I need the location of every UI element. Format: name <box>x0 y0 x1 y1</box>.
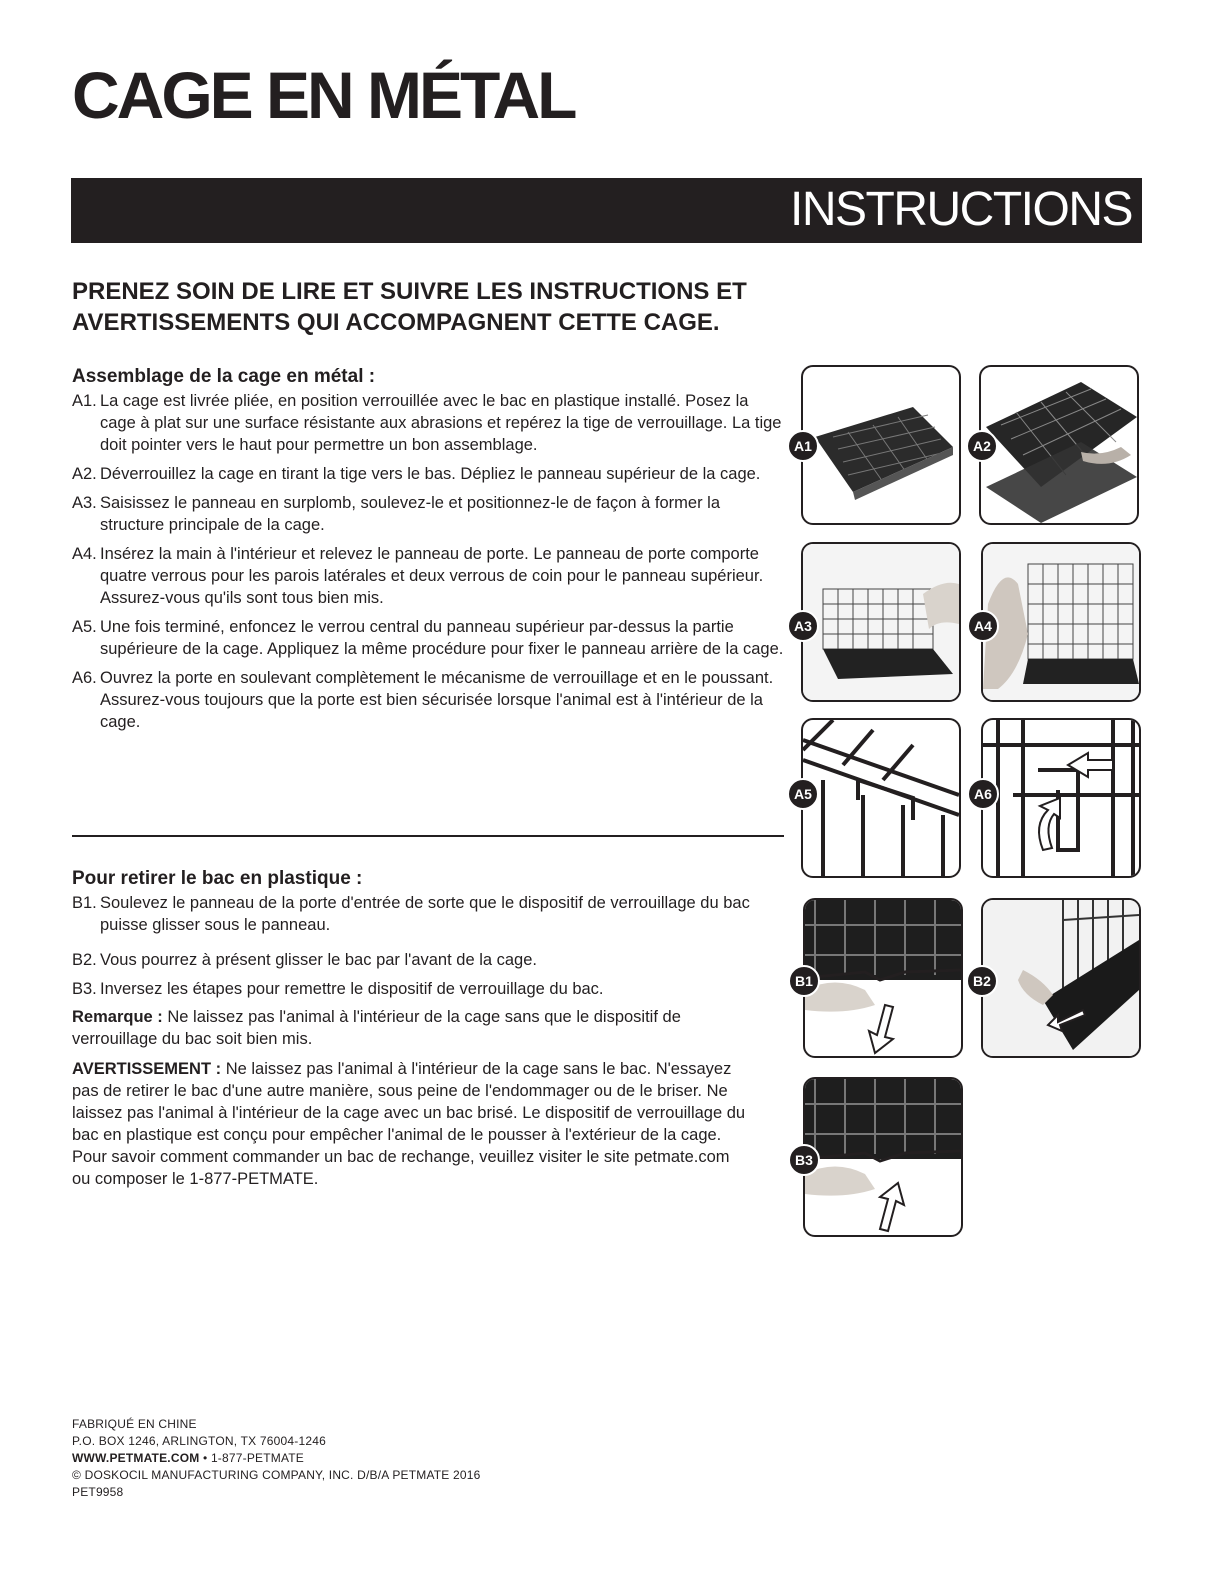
footer-origin: FABRIQUÉ EN CHINE <box>72 1417 197 1431</box>
figure-b1 <box>803 898 963 1058</box>
step-text: Inversez les étapes pour remettre le dispositif de verrouillage du bac. <box>100 980 604 998</box>
step-a6 <box>72 667 784 733</box>
door-latch-illustration <box>983 720 1139 876</box>
step-b2 <box>72 949 784 971</box>
figure-b3 <box>803 1077 963 1237</box>
step-a5 <box>72 616 784 660</box>
remark-paragraph <box>72 1006 762 1050</box>
figure-a4-badge: A4 <box>967 610 999 642</box>
step-text: Vous pourrez à présent glisser le bac par l'avant de la cage. <box>100 951 537 969</box>
step-a3 <box>72 492 784 536</box>
figure-a6-badge: A6 <box>967 778 999 810</box>
unfolding-cage-illustration <box>981 367 1137 523</box>
step-text: Saisissez le panneau en surplomb, soulevez-le et positionnez-le de façon à former la structure principale de la cage. <box>100 494 721 534</box>
step-a4 <box>72 543 784 609</box>
raising-panel-illustration <box>803 544 959 700</box>
tray-section-title: Pour retirer le bac en plastique : <box>72 868 363 889</box>
read-instructions-heading <box>72 276 792 338</box>
step-label: A6. <box>72 669 97 687</box>
step-b3 <box>72 978 784 1000</box>
warning-text: Ne laissez pas l'animal à l'intérieur de la cage sans le bac. N'essayez pas de retirer le bac d'une autre manière, sous peine de l'endommager ou de le briser. Ne laissez pas l'animal à l'intérieur de la cage avec un bac brisé. Le dispositif de verrouillage du bac en plastique est conçu pour empêcher l'animal de le pousser à l'extérieur de la cage. Pour savoir comment commander un bac de rechange, veuillez visiter le site petmate.com ou composer le 1-877-PETMATE. <box>72 1060 746 1188</box>
figure-a3 <box>801 542 961 702</box>
step-text: La cage est livrée pliée, en position verrouillée avec le bac en plastique installé. Posez la cage à plat sur une surface résistante aux abrasions et repérez la tige de verrouillage. La tige doit pointer vers le haut pour permettre un bon assemblage. <box>100 392 782 454</box>
heading-line-1: PRENEZ SOIN DE LIRE ET SUIVRE LES INSTRUCTIONS ET <box>72 278 747 305</box>
step-label: B3. <box>72 980 97 998</box>
step-a1 <box>72 390 784 456</box>
step-label: B2. <box>72 951 97 969</box>
step-text: Insérez la main à l'intérieur et relevez le panneau de porte. Le panneau de porte comporte quatre verrous pour les parois latérales et deux verrous de coin pour le panneau supérieur. Assurez-vous qu'ils sont tous bien mis. <box>100 545 764 607</box>
footer-contact <box>72 1450 481 1467</box>
figure-b2 <box>981 898 1141 1058</box>
figure-a3-badge: A3 <box>787 610 819 642</box>
footer-product-code: PET9958 <box>72 1485 124 1499</box>
section-divider <box>72 835 784 837</box>
footer-separator: • <box>202 1451 208 1465</box>
door-panel-illustration <box>983 544 1139 700</box>
figure-a6 <box>981 718 1141 878</box>
figure-b1-badge: B1 <box>788 965 820 997</box>
figure-a5 <box>801 718 961 878</box>
reinsert-tray-illustration <box>805 1079 961 1235</box>
warning-label: AVERTISSEMENT : <box>72 1060 222 1078</box>
figure-a5-badge: A5 <box>787 778 819 810</box>
remark-text: Ne laissez pas l'animal à l'intérieur de la cage sans que le dispositif de verrouillage du bac soit bien mis. <box>72 1008 681 1048</box>
step-b1 <box>72 892 784 936</box>
page-title: CAGE EN MÉTAL <box>72 58 575 132</box>
footer-website-link[interactable]: WWW.PETMATE.COM <box>72 1451 200 1465</box>
step-label: A2. <box>72 465 97 483</box>
step-text: Déverrouillez la cage en tirant la tige vers le bas. Dépliez le panneau supérieur de la cage. <box>100 465 761 483</box>
step-a2 <box>72 463 784 485</box>
figure-a1 <box>801 365 961 525</box>
instructions-banner <box>71 178 1142 243</box>
remark-label: Remarque : <box>72 1008 163 1026</box>
warning-paragraph <box>72 1058 752 1190</box>
step-text: Soulevez le panneau de la porte d'entrée de sorte que le dispositif de verrouillage du bac puisse glisser sous le panneau. <box>100 894 750 934</box>
center-latch-illustration <box>803 720 959 876</box>
figure-b2-badge: B2 <box>966 965 998 997</box>
step-text: Ouvrez la porte en soulevant complètement le mécanisme de verrouillage et en le poussant. <box>100 669 774 687</box>
safety-note: Assurez-vous toujours que la porte est bien sécurisée lorsque l'animal est à l'intérieur de la cage. <box>100 691 763 731</box>
footer-address: P.O. BOX 1246, ARLINGTON, TX 76004-1246 <box>72 1434 326 1448</box>
step-label: A3. <box>72 494 97 512</box>
assembly-section-title: Assemblage de la cage en métal : <box>72 366 376 387</box>
figure-b3-badge: B3 <box>788 1144 820 1176</box>
assembly-steps <box>72 390 784 740</box>
step-text: Une fois terminé, enfoncez le verrou central du panneau supérieur par-dessus la partie supérieure de la cage. Appliquez la même procédure pour fixer le panneau arrière de la cage. <box>100 618 784 658</box>
figure-a1-badge: A1 <box>787 430 819 462</box>
footer-copyright: © DOSKOCIL MANUFACTURING COMPANY, INC. D/B/A PETMATE 2016 <box>72 1468 481 1482</box>
step-label: A5. <box>72 618 97 636</box>
step-label: B1. <box>72 894 97 912</box>
figure-a2-badge: A2 <box>966 430 998 462</box>
slide-tray-illustration <box>983 900 1139 1056</box>
figure-a2 <box>979 365 1139 525</box>
step-label: A4. <box>72 545 97 563</box>
folded-cage-illustration <box>803 367 959 523</box>
banner-label: INSTRUCTIONS <box>790 183 1132 236</box>
step-label: A1. <box>72 392 97 410</box>
tray-steps <box>72 892 784 1007</box>
footer-phone: 1-877-PETMATE <box>210 1451 305 1465</box>
figure-a4 <box>981 542 1141 702</box>
lift-door-illustration <box>805 900 961 1056</box>
footer <box>72 1416 481 1501</box>
heading-line-2: AVERTISSEMENTS QUI ACCOMPAGNENT CETTE CAGE. <box>72 309 720 336</box>
